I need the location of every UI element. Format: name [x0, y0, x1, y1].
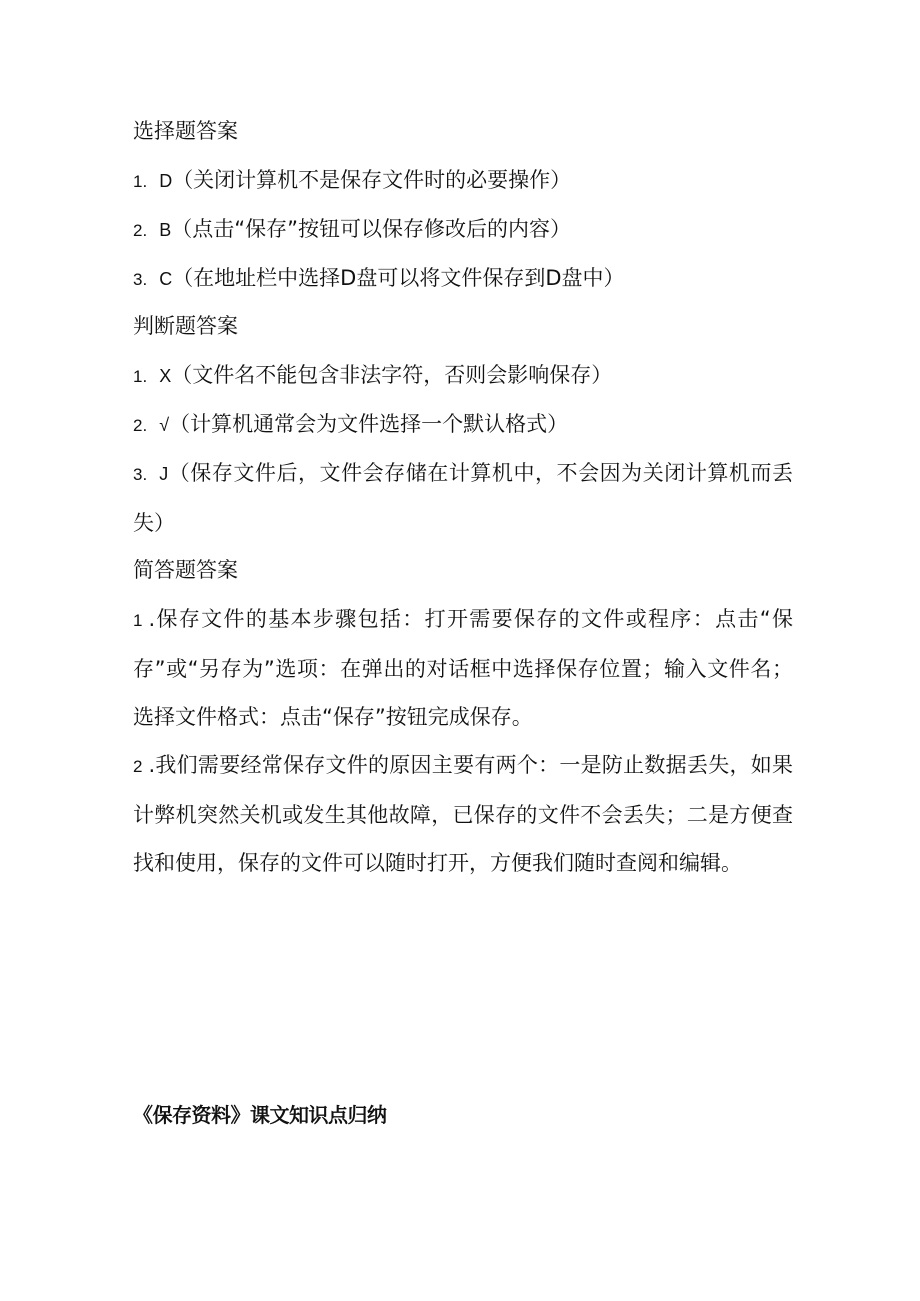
item-answer: X	[159, 366, 172, 386]
item-explanation: .保存文件的基本步骤包括：打开需要保存的文件或程序：点击“保存”或“另存为”选项：在弹出的对话框中选择保存位置；输入文件名；选择文件格式：点击“保存”按钮完成保存。	[133, 607, 793, 729]
choice-item-2	[133, 205, 793, 255]
judge-item-3	[133, 449, 793, 547]
item-explanation: （文件名不能包含非法字符，否则会影响保存）	[171, 363, 613, 387]
short-answer-1	[133, 595, 793, 741]
item-explanation: （关闭计算机不是保存文件时的必要操作）	[172, 168, 572, 192]
item-number: 1	[133, 611, 143, 630]
section-title-short: 简答题答案	[133, 558, 238, 582]
judge-item-2	[133, 400, 793, 450]
item-answer: J	[159, 464, 169, 484]
item-number: 2.	[133, 221, 148, 240]
item-number: 3.	[133, 465, 148, 484]
next-section-heading: 《保存资料》课文知识点归纳	[133, 1103, 387, 1127]
item-explanation: （保存文件后，文件会存储在计算机中，不会因为关闭计算机而丢失）	[133, 461, 793, 535]
short-answer-2	[133, 741, 793, 887]
item-answer: D	[159, 171, 173, 191]
item-number: 3.	[133, 270, 148, 289]
item-explanation: （在地址栏中选择D盘可以将文件保存到D盘中）	[172, 266, 625, 290]
choice-item-3	[133, 254, 793, 304]
item-answer: C	[159, 269, 173, 289]
item-number: 2	[133, 757, 143, 776]
item-explanation: （计算机通常会为文件选择一个默认格式）	[169, 412, 569, 436]
item-explanation: （点击“保存”按钮可以保存修改后的内容）	[171, 217, 571, 241]
item-answer: B	[159, 220, 172, 240]
item-number: 1.	[133, 172, 148, 191]
item-number: 1.	[133, 367, 148, 386]
section-title-judge: 判断题答案	[133, 314, 238, 338]
item-answer: √	[159, 415, 170, 435]
item-explanation: .我们需要经常保存文件的原因主要有两个：一是防止数据丢失，如果计弊机突然关机或发生其他故障，已保存的文件不会丢失；二是方便查找和使用，保存的文件可以随时打开，方便我们随时查阅和编辑。	[133, 753, 793, 875]
item-number: 2.	[133, 416, 148, 435]
judge-item-1	[133, 351, 793, 401]
choice-item-1	[133, 156, 793, 206]
section-title-choice: 选择题答案	[133, 119, 238, 143]
